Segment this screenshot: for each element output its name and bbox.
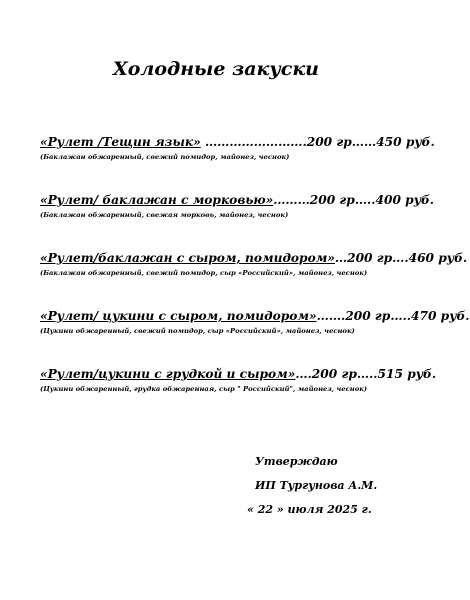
menu-item [40, 366, 437, 424]
menu-item-line [40, 134, 435, 150]
approval-date: « 22 » июля 2025 г. [247, 503, 372, 516]
menu-item-price: 400 руб. [375, 193, 435, 207]
menu-item-weight: 200 гр [309, 193, 355, 207]
approval-block [247, 455, 377, 527]
menu-item-separator: …… [351, 135, 377, 149]
menu-item-description: (Баклажан обжаренный, свежий помидор, майонез, чеснок) [40, 153, 290, 161]
menu-item-name: «Рулет/ цукини с сыром, помидором» [40, 309, 317, 323]
menu-item-description: (Цукини обжаренный, свежий помидор, сыр «Российский», майонез, чеснок) [40, 327, 355, 335]
menu-item-name: «Рулет/цукини с грудкой и сыром» [40, 367, 296, 381]
menu-item-separator: ….. [390, 309, 411, 323]
menu-item-leader: ……. [316, 309, 346, 323]
menu-list [40, 134, 470, 424]
menu-item-separator: ….. [354, 193, 376, 207]
menu-item-weight: 200 гр [306, 135, 352, 149]
menu-item-name: «Рулет/баклажан с сыром, помидором» [40, 251, 335, 265]
menu-item [40, 134, 435, 192]
menu-item-leader: ……… [273, 193, 310, 207]
menu-item-description: (Цукини обжаренный, грудка обжаренная, сыр " Российский", майонез, чеснок) [40, 385, 368, 393]
menu-item [40, 192, 435, 250]
menu-item-line [40, 366, 437, 382]
menu-item-description: (Баклажан обжаренный, свежий помидор, сыр «Российский», майонез, чеснок) [40, 269, 368, 277]
menu-item-price: 460 руб. [408, 251, 468, 265]
menu-item [40, 308, 470, 366]
menu-item-weight: 200 гр [311, 367, 357, 381]
approval-person: ИП Тургунова А.М. [255, 479, 378, 492]
menu-item-name: «Рулет/ баклажан с морковью» [40, 193, 274, 207]
menu-item-line [40, 192, 435, 208]
menu-item-leader: … [334, 251, 348, 265]
menu-item-weight: 200 гр [345, 309, 391, 323]
approval-word: Утверждаю [255, 455, 338, 468]
menu-item-leader: ……………………. [200, 135, 307, 149]
menu-item-separator: …. [392, 251, 409, 265]
menu-item-separator: ….. [356, 367, 378, 381]
page-title: Холодные закуски [113, 58, 319, 80]
menu-item-description: (Баклажан обжаренный, свежая морковь, майонез, чеснок) [40, 211, 289, 219]
menu-item-name: «Рулет /Тещин язык» [40, 135, 201, 149]
menu-item-price: 515 руб. [377, 367, 437, 381]
menu-item-weight: 200 гр [347, 251, 393, 265]
menu-item-line [40, 308, 470, 324]
menu-item-leader: …. [295, 367, 312, 381]
menu-item-price: 470 руб. [411, 309, 470, 323]
menu-item-line [40, 250, 468, 266]
menu-item [40, 250, 468, 308]
menu-item-price: 450 руб. [376, 135, 435, 149]
